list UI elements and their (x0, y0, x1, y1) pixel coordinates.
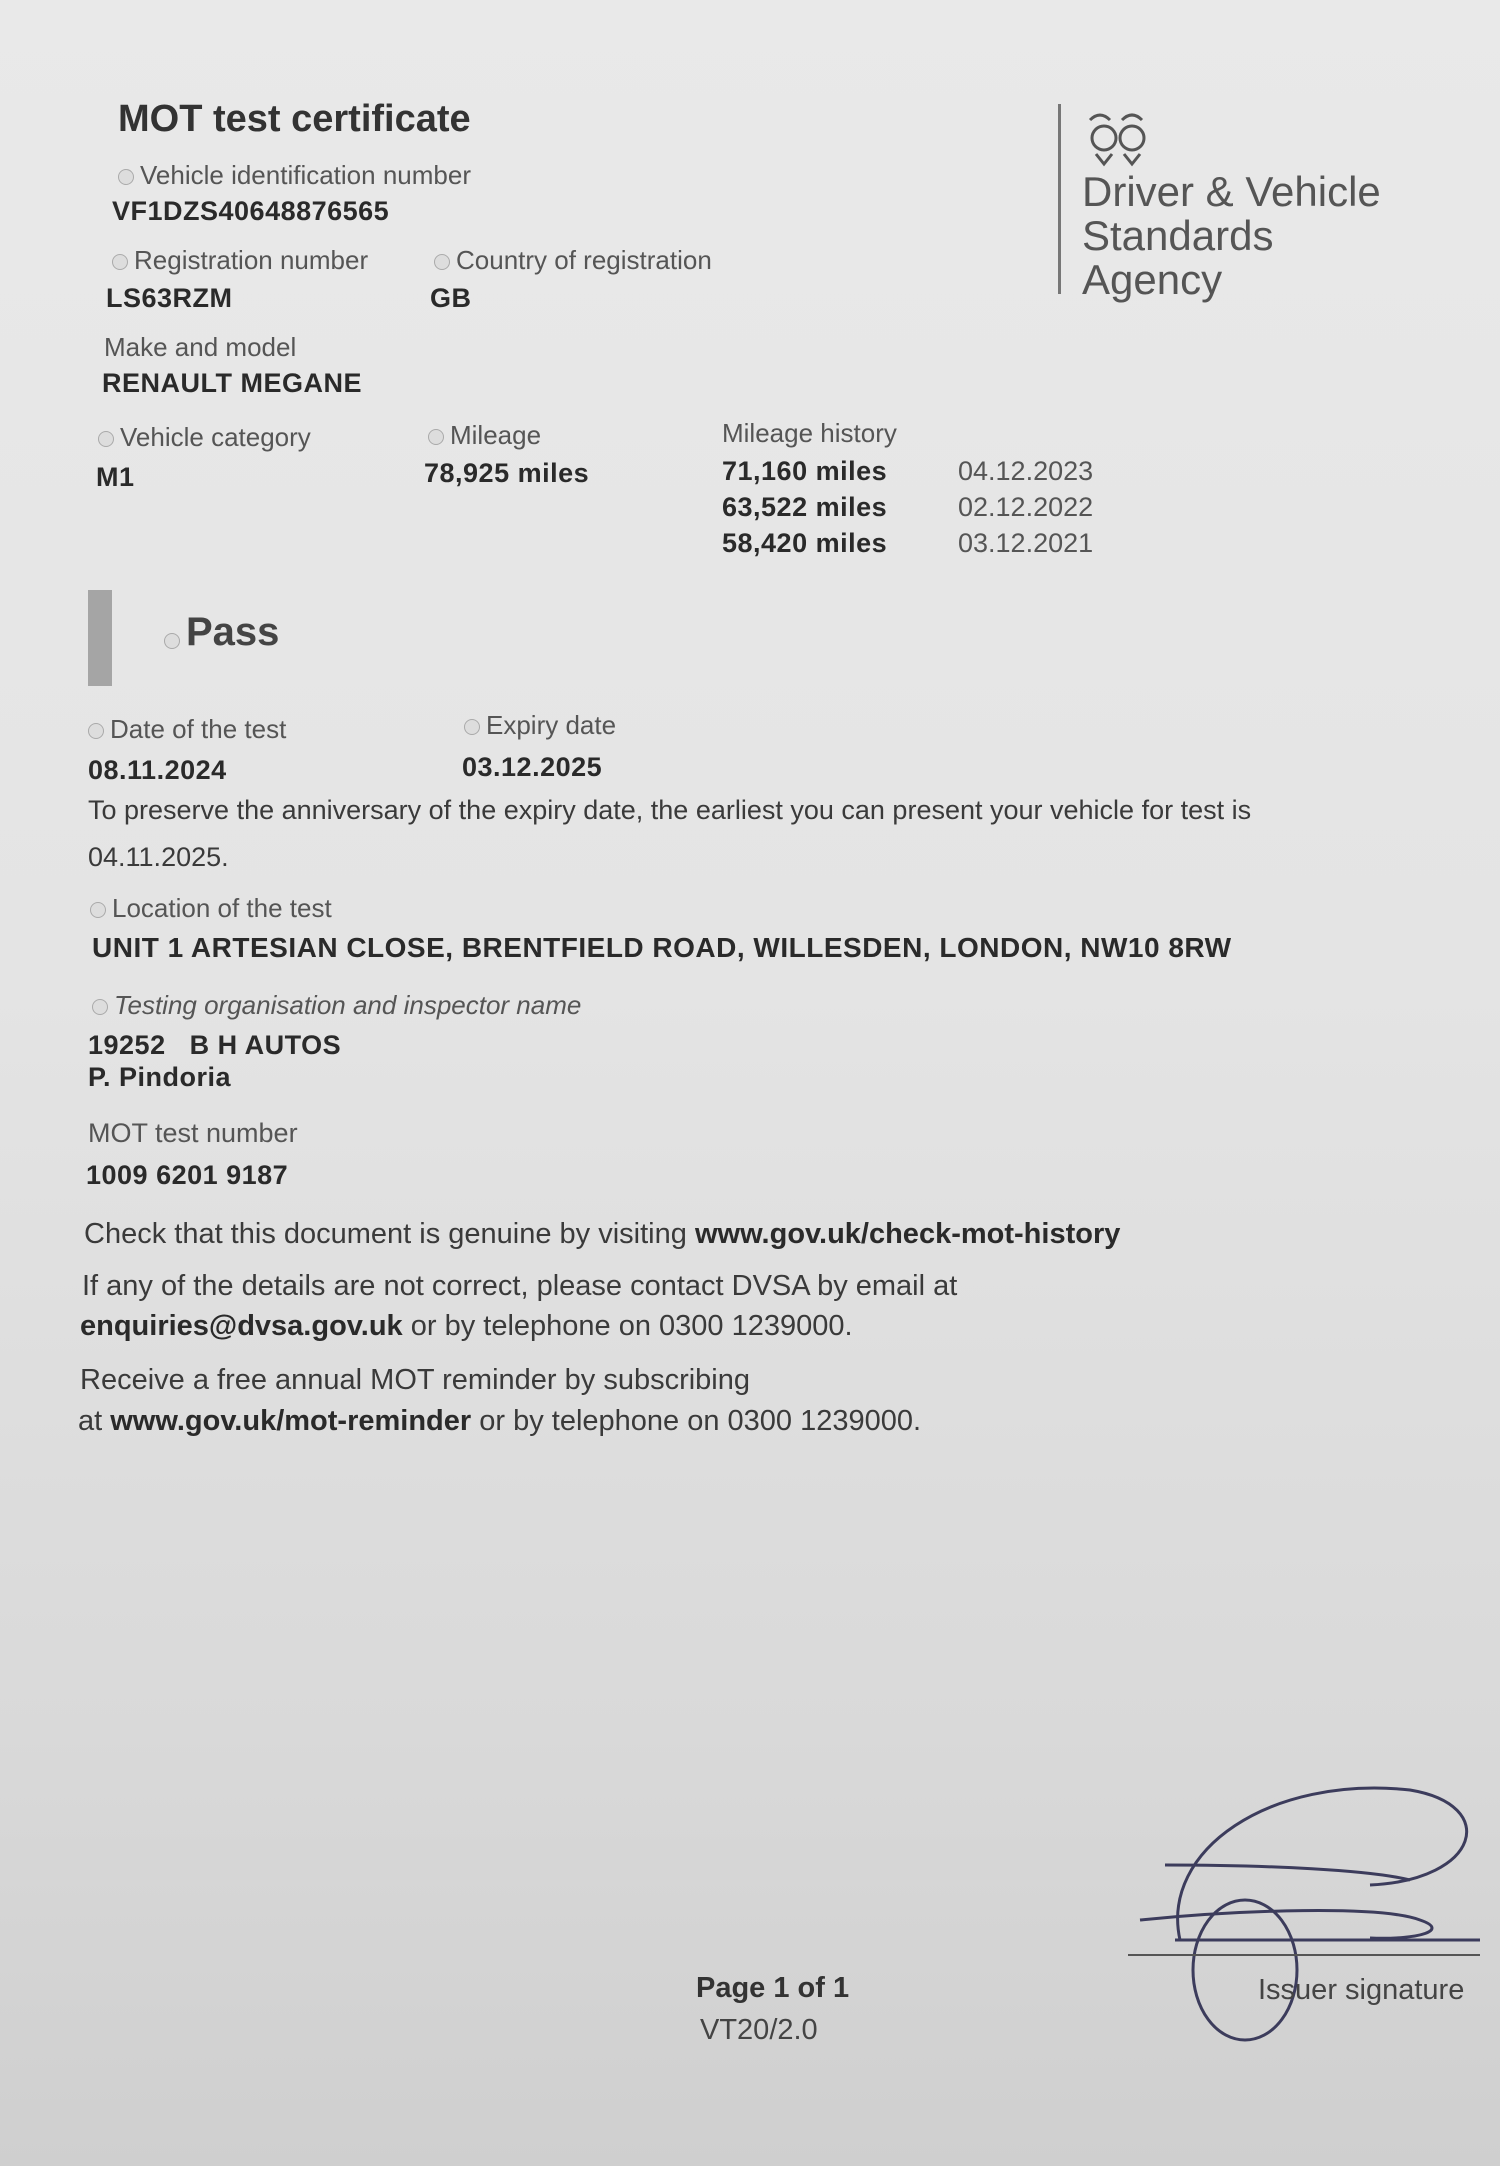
field-number-icon (92, 999, 108, 1015)
field-number-icon (434, 254, 450, 270)
inspector-name: P. Pindoria (88, 1062, 232, 1092)
mileage-value: 78,925 miles (424, 458, 590, 488)
page-number: Page 1 of 1 (696, 1972, 850, 2004)
agency-name-line3: Agency (1082, 256, 1223, 303)
expiry-date-label (464, 710, 616, 741)
issuer-signature-icon (1120, 1770, 1490, 2055)
contact-line2 (80, 1310, 853, 1343)
mileage-history-date: 03.12.2021 (958, 528, 1094, 558)
field-number-icon (98, 431, 114, 447)
location-label-text: Location of the test (112, 893, 332, 923)
make-model-label: Make and model (104, 332, 297, 362)
test-number-label: MOT test number (88, 1118, 298, 1148)
crest-icon (1080, 108, 1160, 173)
contact-suffix: or by telephone on 0300 1239000. (402, 1310, 853, 1342)
mileage-history-label: Mileage history (722, 418, 897, 448)
field-number-icon (428, 429, 444, 445)
mot-reminder-link[interactable]: www.gov.uk/mot-reminder (110, 1405, 472, 1437)
check-genuine-prefix: Check that this document is genuine by visiting (84, 1218, 695, 1250)
dvsa-email-link[interactable]: enquiries@dvsa.gov.uk (80, 1310, 403, 1342)
field-number-icon (112, 254, 128, 270)
reminder-line1: Receive a free annual MOT reminder by subscribing (80, 1364, 751, 1396)
page-title: MOT test certificate (118, 98, 471, 140)
reminder-line2 (78, 1405, 921, 1438)
result-row (164, 610, 279, 655)
location-value: UNIT 1 ARTESIAN CLOSE, BRENTFIELD ROAD, WILLESDEN, LONDON, NW10 8RW (92, 932, 1232, 963)
organisation-label-text: Testing organisation and inspector name (114, 990, 582, 1020)
agency-name-line2: Standards (1082, 212, 1274, 259)
vin-label-text: Vehicle identification number (140, 160, 471, 190)
test-date-label-text: Date of the test (110, 714, 287, 744)
category-label (98, 422, 311, 453)
mileage-history-miles: 58,420 miles (722, 528, 888, 558)
preserve-notice-line2: 04.11.2025. (88, 842, 229, 872)
field-number-icon (88, 723, 104, 739)
field-number-icon (464, 719, 480, 735)
vin-label (118, 160, 471, 191)
contact-line1: If any of the details are not correct, please contact DVSA by email at (82, 1270, 958, 1302)
vin-value: VF1DZS40648876565 (112, 196, 390, 226)
result-bar (88, 590, 112, 686)
location-label (90, 893, 332, 924)
field-number-icon (118, 169, 134, 185)
registration-label (112, 245, 368, 276)
category-label-text: Vehicle category (120, 422, 311, 452)
test-date-value: 08.11.2024 (88, 755, 227, 785)
agency-name-line1: Driver & Vehicle (1082, 168, 1381, 215)
make-model-value: RENAULT MEGANE (102, 368, 362, 398)
mileage-history-miles: 63,522 miles (722, 492, 888, 522)
mileage-history-date: 02.12.2022 (958, 492, 1094, 522)
organisation-value: 19252 B H AUTOS (88, 1030, 342, 1060)
preserve-notice-line1: To preserve the anniversary of the expiry date, the earliest you can present your vehicle for test is (88, 795, 1252, 825)
form-code: VT20/2.0 (700, 2014, 818, 2046)
field-number-icon (164, 633, 180, 649)
expiry-date-label-text: Expiry date (486, 710, 617, 740)
mileage-label (428, 420, 541, 451)
category-value: M1 (96, 462, 135, 492)
expiry-date-value: 03.12.2025 (462, 752, 603, 782)
reminder-prefix: at (78, 1405, 111, 1437)
mileage-history-miles: 71,160 miles (722, 456, 888, 486)
country-label-text: Country of registration (456, 245, 712, 275)
reminder-suffix: or by telephone on 0300 1239000. (471, 1405, 922, 1437)
registration-label-text: Registration number (134, 245, 369, 275)
result-text: Pass (186, 610, 280, 654)
issuer-signature-label: Issuer signature (1258, 1974, 1465, 2006)
country-label (434, 245, 712, 276)
test-number-value: 1009 6201 9187 (86, 1160, 289, 1190)
check-genuine-text (84, 1218, 1120, 1251)
field-number-icon (90, 902, 106, 918)
signature-line (1128, 1954, 1480, 1956)
mileage-label-text: Mileage (450, 420, 542, 450)
country-value: GB (430, 283, 472, 313)
agency-divider (1058, 104, 1061, 294)
organisation-label (92, 990, 581, 1021)
check-mot-history-link[interactable]: www.gov.uk/check-mot-history (694, 1218, 1121, 1250)
mileage-history-date: 04.12.2023 (958, 456, 1094, 486)
registration-value: LS63RZM (106, 283, 233, 313)
test-date-label (88, 714, 286, 745)
